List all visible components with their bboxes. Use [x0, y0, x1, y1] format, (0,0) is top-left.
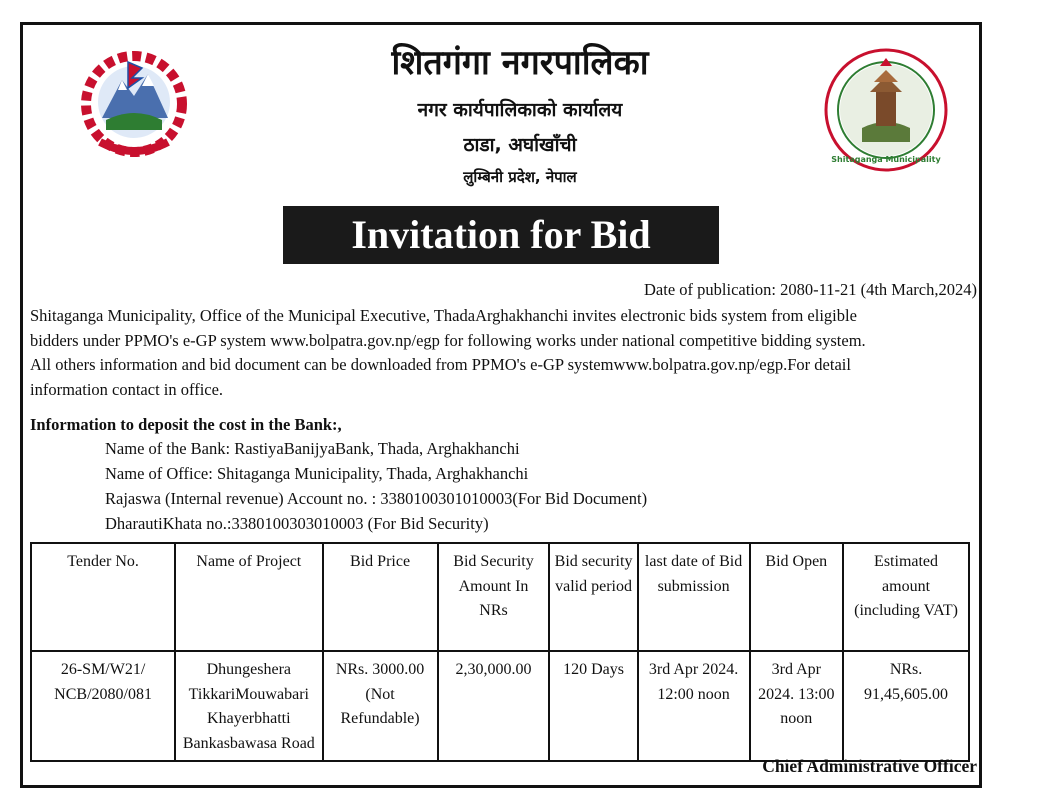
notice-paragraph — [30, 304, 980, 402]
header-bid-security: Bid Security Amount In NRs — [438, 543, 550, 651]
header-bid-price: Bid Price — [323, 543, 438, 651]
header-tender-no: Tender No. — [31, 543, 175, 651]
paragraph-line: Shitaganga Municipality, Office of the Municipal Executive, ThadaArghakhanchi invites electronic bids system from eligible — [30, 306, 857, 325]
header-estimated-amount: Estimated amount (including VAT) — [843, 543, 969, 651]
bank-info-heading: Information to deposit the cost in the Bank:, — [30, 415, 342, 434]
bank-name: Name of the Bank: RastiyaBanijyaBank, Thada, Arghakhanchi — [105, 439, 520, 458]
paragraph-line: information contact in office. — [30, 379, 224, 399]
table-row — [31, 651, 969, 761]
table-header-row — [31, 543, 969, 651]
dharauti-account: DharautiKhata no.:3380100303010003 (For Bid Security) — [105, 514, 489, 533]
publication-date: Date of publication: 2080-11-21 (4th March,2024) — [644, 280, 977, 299]
tender-table — [30, 542, 970, 762]
header-security-period: Bid security valid period — [549, 543, 637, 651]
municipality-name: शितगंगा नगरपालिका — [391, 43, 649, 83]
province-name: लुम्बिनी प्रदेश, नेपाल — [463, 168, 577, 186]
paragraph-line: bidders under PPMO's e-GP system www.bolpatra.gov.np/egp for following works under national competitive bidding system. — [30, 330, 866, 350]
cell-last-date: 3rd Apr 2024. 12:00 noon — [638, 651, 750, 761]
cell-bid-open: 3rd Apr 2024. 13:00 noon — [750, 651, 844, 761]
header-bid-open: Bid Open — [750, 543, 844, 651]
office-name: नगर कार्यपालिकाको कार्यालय — [417, 99, 623, 121]
cell-tender-no: 26-SM/W21/ NCB/2080/081 — [31, 651, 175, 761]
logo-caption: Shitaganga Municipality — [831, 155, 941, 164]
notice-title: Invitation for Bid — [283, 206, 719, 264]
cell-bid-price: NRs. 3000.00 (Not Refundable) — [323, 651, 438, 761]
paragraph-line: All others information and bid document can be downloaded from PPMO's e-GP systemwww.bolpatra.gov.np/egp.For detail — [30, 355, 851, 374]
signoff: Chief Administrative Officer — [762, 756, 977, 776]
cell-estimated-amount: NRs. 91,45,605.00 — [843, 651, 969, 761]
shitaganga-municipality-logo-icon — [822, 46, 950, 174]
revenue-account: Rajaswa (Internal revenue) Account no. : 3380100301010003(For Bid Document) — [105, 489, 648, 508]
header-project-name: Name of Project — [175, 543, 322, 651]
header-last-date: last date of Bid submission — [638, 543, 750, 651]
office-account-name: Name of Office: Shitaganga Municipality, Thada, Arghakhanchi — [105, 464, 529, 483]
cell-security-period: 120 Days — [549, 651, 637, 761]
cell-project-name: Dhungeshera TikkariMouwabari Khayerbhatti Bankasbawasa Road — [175, 651, 322, 761]
place-name: ठाडा, अर्घाखाँची — [463, 134, 577, 156]
cell-bid-security: 2,30,000.00 — [438, 651, 550, 761]
nepal-government-emblem-icon — [72, 48, 196, 164]
